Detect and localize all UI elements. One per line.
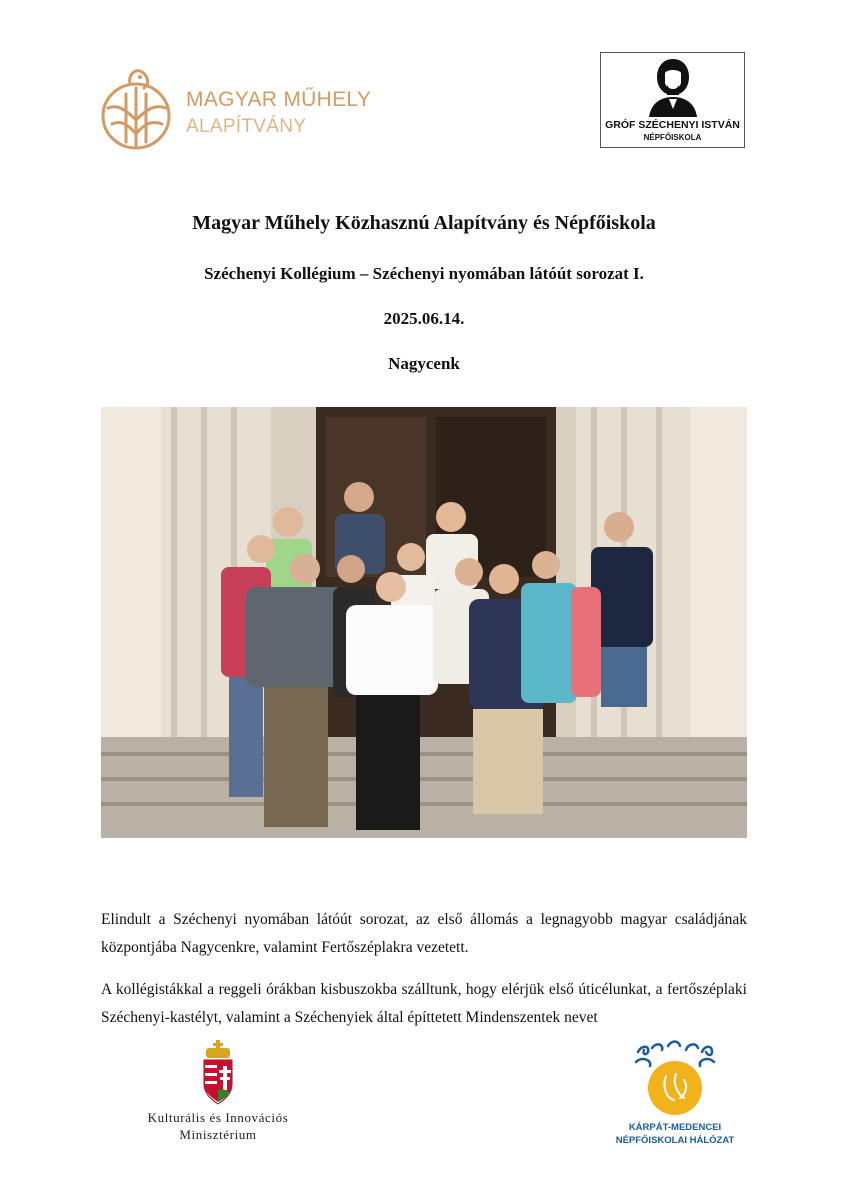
logo-line1: KÁRPÁT-MEDENCEI (628, 1122, 722, 1133)
szechenyi-portrait-icon (643, 57, 703, 117)
logo-line2: NÉPFŐISKOLAI HÁLÓZAT (615, 1135, 735, 1146)
logo-line2: Minisztérium (179, 1127, 257, 1142)
logo-line2: ALAPÍTVÁNY (186, 116, 307, 137)
karpat-medencei-logo (610, 1040, 740, 1148)
document-place: Nagycenk (388, 354, 460, 373)
sun-ornament-icon (632, 1040, 718, 1120)
szechenyi-nepfoiskola-logo (600, 52, 745, 148)
eagle-emblem-icon (100, 64, 176, 152)
logo-line1: Kulturális és Innovációs (147, 1110, 289, 1125)
body-paragraph: Elindult a Széchenyi nyomában látóút sorozat, az első állomás a legnagyobb magyar családjának központjába Nagycenkre, valamint Fertőszéplakra vezetett. (101, 911, 747, 956)
group-photo (101, 407, 747, 838)
logo-line1: GRÓF SZÉCHENYI ISTVÁN (605, 119, 740, 131)
logo-line2: NÉPFŐISKOLA (643, 133, 702, 142)
body-paragraph: A kollégistákkal a reggeli órákban kisbuszokba szálltunk, hogy elérjük első úticélunkat, a fertőszéplaki Széchenyi-kastélyt, valamint a Széchenyiek által építtetett Mindenszentek nevet (101, 981, 747, 1026)
document-date: 2025.06.14. (383, 309, 465, 328)
hungarian-coat-of-arms-icon (200, 1040, 236, 1106)
document-subtitle: Széchenyi Kollégium – Széchenyi nyomában látóút sorozat I. (204, 264, 644, 283)
magyar-muhely-logo (100, 62, 400, 154)
document-title: Magyar Műhely Közhasznú Alapítvány és Népfőiskola (192, 212, 656, 234)
logo-line1: MAGYAR MŰHELY (186, 88, 372, 111)
ministry-logo (118, 1040, 318, 1150)
